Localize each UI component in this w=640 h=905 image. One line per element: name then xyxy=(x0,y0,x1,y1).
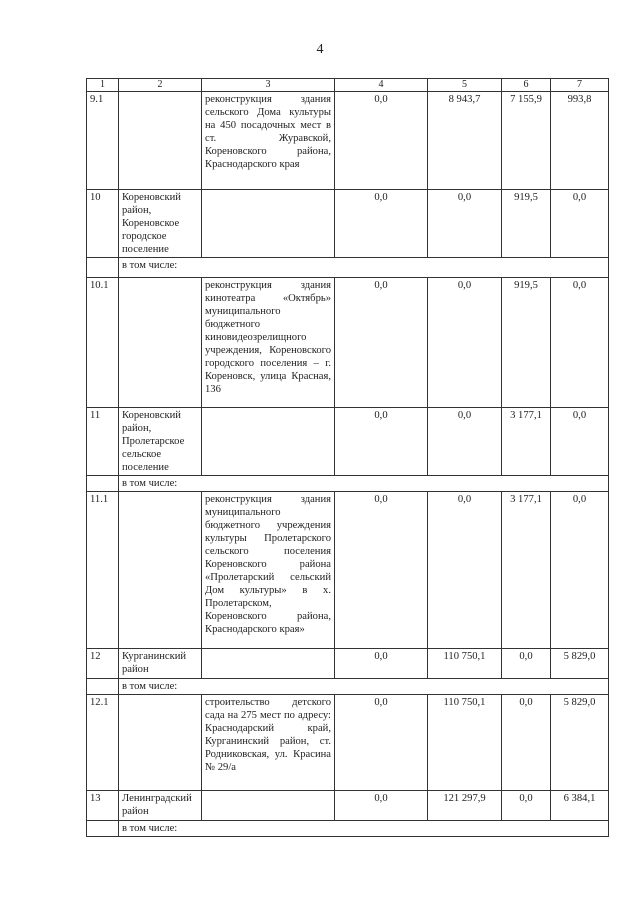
amount-col6: 919,5 xyxy=(502,278,551,408)
amount-col6: 3 177,1 xyxy=(502,408,551,476)
object-description xyxy=(202,791,335,821)
amount-col7: 5 829,0 xyxy=(551,695,609,791)
subtotal-note-row xyxy=(87,679,609,695)
amount-col6: 0,0 xyxy=(502,791,551,821)
object-description xyxy=(202,649,335,679)
row-number: 13 xyxy=(87,791,119,821)
column-header: 1 xyxy=(87,79,119,92)
district-name: Ленинградский район xyxy=(119,791,202,821)
district-name xyxy=(119,278,202,408)
amount-col6: 7 155,9 xyxy=(502,92,551,190)
amount-col4: 0,0 xyxy=(335,92,428,190)
amount-col5: 0,0 xyxy=(428,190,502,258)
district-name: Кореновский район, Пролетарское сельское поселение xyxy=(119,408,202,476)
district-name xyxy=(119,492,202,649)
amount-col7: 6 384,1 xyxy=(551,791,609,821)
subtotal-note-row xyxy=(87,476,609,492)
budget-table xyxy=(86,78,609,837)
amount-col7: 0,0 xyxy=(551,492,609,649)
note-text: в том числе: xyxy=(119,821,609,837)
subtotal-note-row xyxy=(87,821,609,837)
empty-cell xyxy=(87,476,119,492)
object-description: реконструкция здания кинотеатра «Октябрь» муниципального бюджетного киновидеозрелищного учреждения, Кореновского городского поселения – г. Кореновск, улица Красная, 136 xyxy=(202,278,335,408)
object-description xyxy=(202,190,335,258)
row-number: 12.1 xyxy=(87,695,119,791)
amount-col4: 0,0 xyxy=(335,190,428,258)
note-text: в том числе: xyxy=(119,476,609,492)
amount-col6: 919,5 xyxy=(502,190,551,258)
note-text: в том числе: xyxy=(119,679,609,695)
row-number: 11.1 xyxy=(87,492,119,649)
amount-col5: 0,0 xyxy=(428,492,502,649)
empty-cell xyxy=(87,821,119,837)
column-header: 5 xyxy=(428,79,502,92)
table-row xyxy=(87,408,609,476)
amount-col5: 8 943,7 xyxy=(428,92,502,190)
column-header: 3 xyxy=(202,79,335,92)
amount-col6: 0,0 xyxy=(502,649,551,679)
amount-col4: 0,0 xyxy=(335,408,428,476)
column-header-row xyxy=(87,79,609,92)
row-number: 11 xyxy=(87,408,119,476)
amount-col7: 5 829,0 xyxy=(551,649,609,679)
amount-col4: 0,0 xyxy=(335,649,428,679)
amount-col4: 0,0 xyxy=(335,278,428,408)
subtotal-note-row xyxy=(87,258,609,278)
column-header: 7 xyxy=(551,79,609,92)
row-number: 9.1 xyxy=(87,92,119,190)
object-description: строительство детского сада на 275 мест по адресу: Краснодарский край, Курганинский район, ст. Родниковская, ул. Красина № 29/а xyxy=(202,695,335,791)
row-number: 10.1 xyxy=(87,278,119,408)
column-header: 2 xyxy=(119,79,202,92)
district-name xyxy=(119,92,202,190)
empty-cell xyxy=(87,258,119,278)
table-row xyxy=(87,492,609,649)
amount-col5: 110 750,1 xyxy=(428,695,502,791)
table-row xyxy=(87,190,609,258)
column-header: 6 xyxy=(502,79,551,92)
row-number: 10 xyxy=(87,190,119,258)
amount-col4: 0,0 xyxy=(335,791,428,821)
amount-col7: 0,0 xyxy=(551,408,609,476)
table-row xyxy=(87,791,609,821)
amount-col5: 110 750,1 xyxy=(428,649,502,679)
district-name: Кореновский район, Кореновское городское поселение xyxy=(119,190,202,258)
amount-col7: 993,8 xyxy=(551,92,609,190)
amount-col7: 0,0 xyxy=(551,278,609,408)
column-header: 4 xyxy=(335,79,428,92)
table-row xyxy=(87,92,609,190)
object-description: реконструкция здания муниципального бюджетного учреждения культуры Пролетарского сельского поселения Кореновского района «Пролетарский сельский Дом культуры» в х. Пролетарском, Кореновского района, Краснодарского края» xyxy=(202,492,335,649)
table-row xyxy=(87,278,609,408)
page-number: 4 xyxy=(316,42,324,57)
note-text: в том числе: xyxy=(119,258,609,278)
table-row xyxy=(87,649,609,679)
table-row xyxy=(87,695,609,791)
district-name: Курганинский район xyxy=(119,649,202,679)
district-name xyxy=(119,695,202,791)
row-number: 12 xyxy=(87,649,119,679)
amount-col5: 0,0 xyxy=(428,408,502,476)
object-description xyxy=(202,408,335,476)
amount-col5: 0,0 xyxy=(428,278,502,408)
amount-col7: 0,0 xyxy=(551,190,609,258)
amount-col4: 0,0 xyxy=(335,695,428,791)
amount-col6: 0,0 xyxy=(502,695,551,791)
amount-col4: 0,0 xyxy=(335,492,428,649)
amount-col6: 3 177,1 xyxy=(502,492,551,649)
object-description: реконструкция здания сельского Дома культуры на 450 посадочных мест в ст. Журавской, Кореновского района, Краснодарского края xyxy=(202,92,335,190)
empty-cell xyxy=(87,679,119,695)
amount-col5: 121 297,9 xyxy=(428,791,502,821)
